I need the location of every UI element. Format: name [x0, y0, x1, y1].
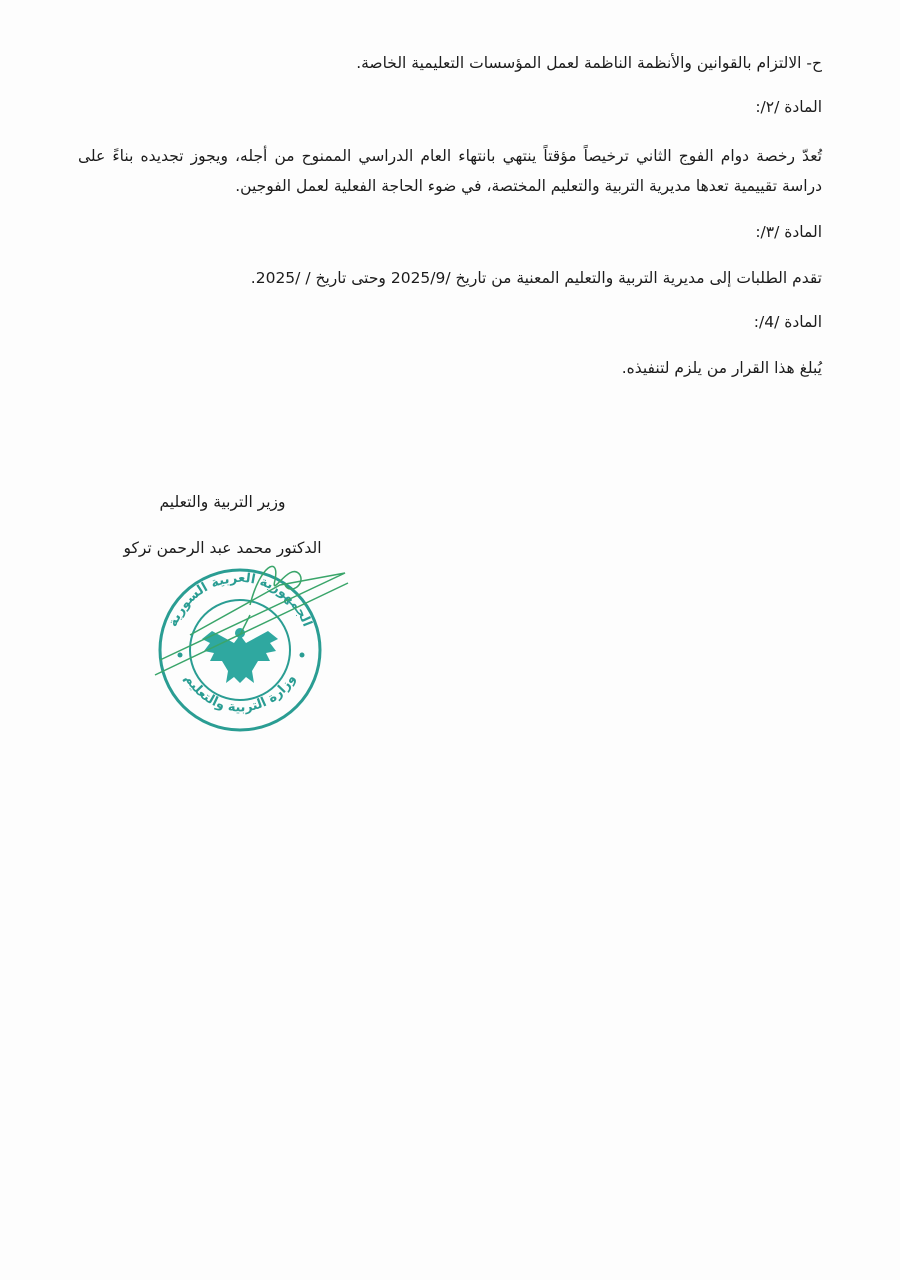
signatory-title: وزير التربية والتعليم — [159, 493, 286, 511]
article-3-body: تقدم الطلبات إلى مديرية التربية والتعليم المعنية من تاريخ /2025/9 وحتى تاريخ / /2025. — [250, 269, 822, 287]
article-4-heading: المادة /4/: — [753, 313, 822, 331]
signatory-name: الدكتور محمد عبد الرحمن تركو — [123, 539, 322, 557]
ministry-stamp — [150, 555, 360, 745]
article-2-heading: المادة /٢/: — [755, 98, 822, 116]
article-3-heading: المادة /٣/: — [755, 223, 822, 241]
article-2-body: تُعدّ رخصة دوام الفوج الثاني ترخيصاً مؤقتاً ينتهي بانتهاء العام الدراسي الممنوح من أجله، ويجوز تجديده بناءً على دراسة تقييمية تعدها مديرية التربية والتعليم المختصة، في ضوء الحاجة الفعلية لعمل الفوجين. — [78, 147, 822, 195]
stamp-bottom-text: وزارة التربية والتعليم — [181, 671, 299, 716]
stamp-top-text: الجمهورية العربية السورية — [165, 570, 315, 629]
item-h: ح- الالتزام بالقوانين والأنظمة الناظمة لعمل المؤسسات التعليمية الخاصة. — [356, 54, 822, 72]
article-4-body: يُبلغ هذا القرار من يلزم لتنفيذه. — [621, 359, 822, 377]
eagle-emblem-icon — [202, 628, 278, 683]
